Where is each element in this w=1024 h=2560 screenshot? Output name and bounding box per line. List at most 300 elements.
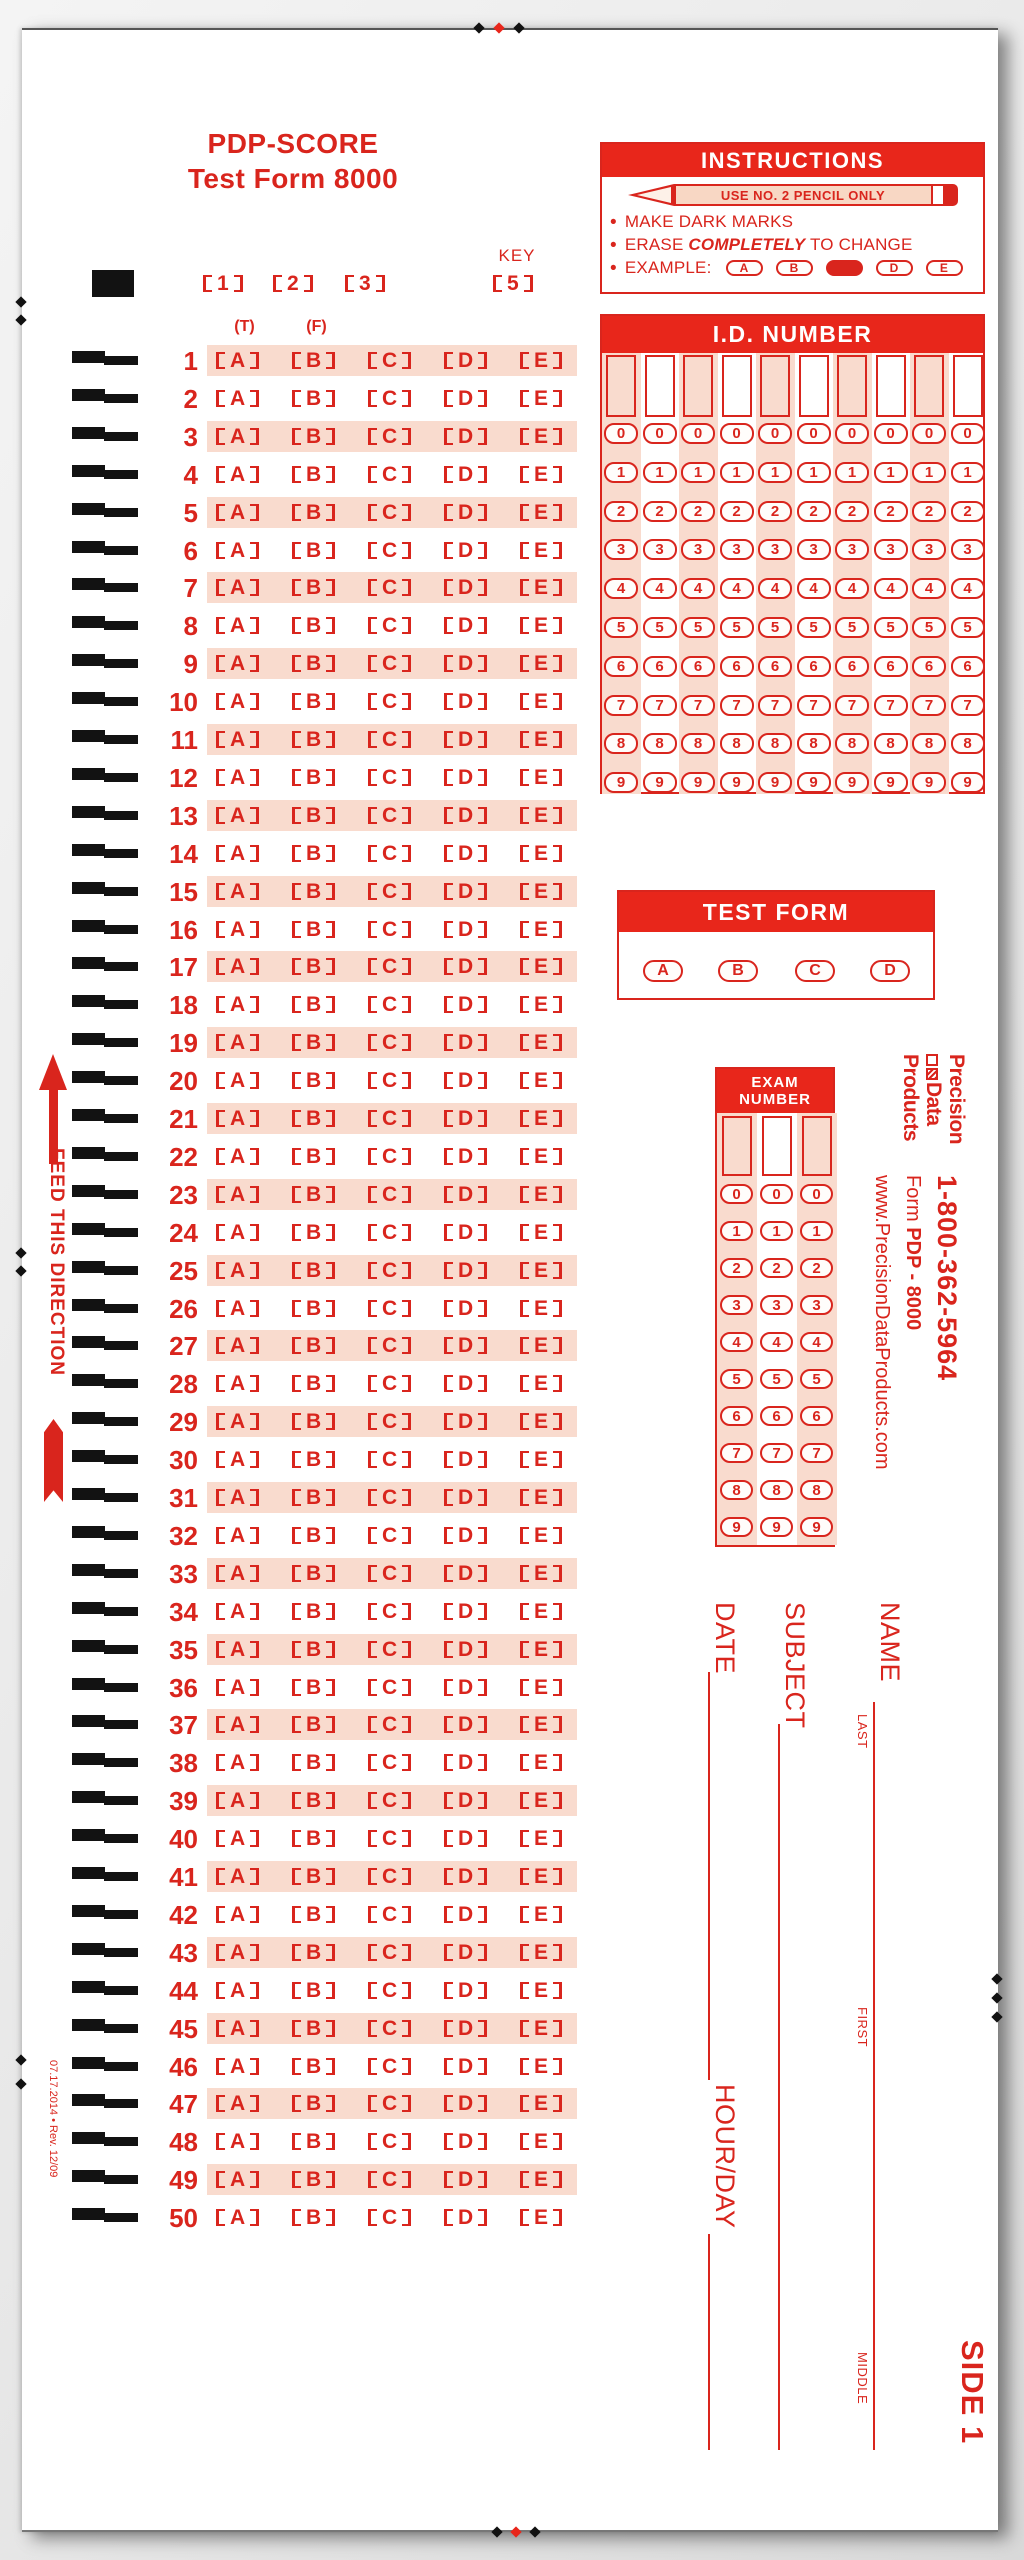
id-digit-bubble-9[interactable]: 9 xyxy=(604,772,638,793)
answer-bubble-q5-E[interactable] xyxy=(520,499,562,526)
test-form-bubble-A[interactable]: A xyxy=(643,960,683,982)
answer-bubble-q11-C[interactable] xyxy=(368,726,411,753)
id-write-box[interactable] xyxy=(953,355,983,417)
id-digit-bubble-4[interactable]: 4 xyxy=(835,578,869,599)
answer-bubble-q12-B[interactable] xyxy=(292,764,335,791)
id-digit-bubble-8[interactable]: 8 xyxy=(874,733,908,754)
answer-bubble-q50-E[interactable] xyxy=(520,2204,562,2231)
id-digit-bubble-2[interactable]: 2 xyxy=(874,501,908,522)
answer-bubble-q50-D[interactable] xyxy=(444,2204,487,2231)
answer-bubble-q17-B[interactable] xyxy=(292,953,335,980)
answer-bubble-q30-E[interactable] xyxy=(520,1446,562,1473)
answer-bubble-q29-C[interactable] xyxy=(368,1408,411,1435)
answer-bubble-q14-D[interactable] xyxy=(444,840,487,867)
answer-bubble-q20-C[interactable] xyxy=(368,1067,411,1094)
answer-bubble-q31-C[interactable] xyxy=(368,1484,411,1511)
answer-bubble-q35-B[interactable] xyxy=(292,1636,335,1663)
answer-bubble-q35-C[interactable] xyxy=(368,1636,411,1663)
answer-bubble-q23-B[interactable] xyxy=(292,1181,335,1208)
answer-bubble-q32-D[interactable] xyxy=(444,1522,487,1549)
answer-bubble-q12-E[interactable] xyxy=(520,764,562,791)
answer-bubble-q41-E[interactable] xyxy=(520,1863,562,1890)
answer-bubble-q47-D[interactable] xyxy=(444,2090,487,2117)
answer-bubble-q23-C[interactable] xyxy=(368,1181,411,1208)
exam-digit-bubble-4[interactable]: 4 xyxy=(760,1332,793,1352)
answer-bubble-q44-B[interactable] xyxy=(292,1977,335,2004)
id-digit-bubble-4[interactable]: 4 xyxy=(643,578,677,599)
answer-bubble-q46-D[interactable] xyxy=(444,2053,487,2080)
answer-bubble-q9-A[interactable] xyxy=(216,650,259,677)
answer-bubble-q38-C[interactable] xyxy=(368,1749,411,1776)
id-digit-bubble-1[interactable]: 1 xyxy=(951,462,985,483)
answer-bubble-q34-B[interactable] xyxy=(292,1598,335,1625)
id-digit-bubble-0[interactable]: 0 xyxy=(720,423,754,444)
answer-bubble-q27-A[interactable] xyxy=(216,1332,259,1359)
exam-digit-bubble-0[interactable]: 0 xyxy=(760,1184,793,1204)
answer-bubble-q4-C[interactable] xyxy=(368,461,411,488)
id-digit-bubble-8[interactable]: 8 xyxy=(951,733,985,754)
exam-digit-bubble-9[interactable]: 9 xyxy=(760,1517,793,1537)
answer-bubble-q1-D[interactable] xyxy=(444,347,487,374)
answer-bubble-q32-A[interactable] xyxy=(216,1522,259,1549)
answer-bubble-q33-A[interactable] xyxy=(216,1560,259,1587)
answer-bubble-q42-A[interactable] xyxy=(216,1901,259,1928)
answer-bubble-q11-A[interactable] xyxy=(216,726,259,753)
answer-bubble-q13-A[interactable] xyxy=(216,802,259,829)
answer-bubble-q30-C[interactable] xyxy=(368,1446,411,1473)
id-digit-bubble-6[interactable]: 6 xyxy=(797,656,831,677)
answer-bubble-q9-D[interactable] xyxy=(444,650,487,677)
answer-bubble-q20-B[interactable] xyxy=(292,1067,335,1094)
id-digit-bubble-3[interactable]: 3 xyxy=(681,539,715,560)
answer-bubble-q28-A[interactable] xyxy=(216,1370,259,1397)
answer-bubble-q8-E[interactable] xyxy=(520,612,562,639)
answer-bubble-q26-C[interactable] xyxy=(368,1295,411,1322)
answer-bubble-q34-A[interactable] xyxy=(216,1598,259,1625)
id-digit-bubble-6[interactable]: 6 xyxy=(604,656,638,677)
id-digit-bubble-0[interactable]: 0 xyxy=(604,423,638,444)
id-digit-bubble-5[interactable]: 5 xyxy=(835,617,869,638)
id-digit-bubble-2[interactable]: 2 xyxy=(720,501,754,522)
name-field-line[interactable] xyxy=(873,1702,875,2450)
id-digit-bubble-9[interactable]: 9 xyxy=(874,772,908,793)
id-digit-bubble-6[interactable]: 6 xyxy=(951,656,985,677)
id-digit-bubble-3[interactable]: 3 xyxy=(643,539,677,560)
id-write-box[interactable] xyxy=(876,355,906,417)
answer-bubble-q25-D[interactable] xyxy=(444,1257,487,1284)
id-digit-bubble-7[interactable]: 7 xyxy=(643,695,677,716)
exam-digit-bubble-6[interactable]: 6 xyxy=(760,1406,793,1426)
answer-bubble-q1-B[interactable] xyxy=(292,347,335,374)
answer-bubble-q12-A[interactable] xyxy=(216,764,259,791)
key-bubble-1[interactable] xyxy=(203,270,243,297)
date-hourday-field[interactable] xyxy=(692,1602,740,2457)
answer-bubble-q6-B[interactable] xyxy=(292,537,335,564)
answer-bubble-q13-C[interactable] xyxy=(368,802,411,829)
answer-bubble-q36-B[interactable] xyxy=(292,1674,335,1701)
id-digit-bubble-0[interactable]: 0 xyxy=(643,423,677,444)
id-digit-bubble-0[interactable]: 0 xyxy=(912,423,946,444)
exam-digit-bubble-9[interactable]: 9 xyxy=(720,1517,753,1537)
id-digit-bubble-5[interactable]: 5 xyxy=(758,617,792,638)
id-digit-bubble-7[interactable]: 7 xyxy=(912,695,946,716)
id-digit-bubble-6[interactable]: 6 xyxy=(835,656,869,677)
answer-bubble-q25-A[interactable] xyxy=(216,1257,259,1284)
id-digit-bubble-7[interactable]: 7 xyxy=(797,695,831,716)
id-digit-bubble-4[interactable]: 4 xyxy=(758,578,792,599)
answer-bubble-q43-C[interactable] xyxy=(368,1939,411,1966)
answer-bubble-q15-C[interactable] xyxy=(368,878,411,905)
answer-bubble-q20-A[interactable] xyxy=(216,1067,259,1094)
id-digit-bubble-5[interactable]: 5 xyxy=(604,617,638,638)
answer-bubble-q5-A[interactable] xyxy=(216,499,259,526)
answer-bubble-q33-C[interactable] xyxy=(368,1560,411,1587)
exam-digit-bubble-2[interactable]: 2 xyxy=(760,1258,793,1278)
answer-bubble-q26-E[interactable] xyxy=(520,1295,562,1322)
answer-bubble-q14-A[interactable] xyxy=(216,840,259,867)
answer-bubble-q42-B[interactable] xyxy=(292,1901,335,1928)
id-write-box[interactable] xyxy=(722,355,752,417)
answer-bubble-q2-A[interactable] xyxy=(216,385,259,412)
answer-bubble-q4-E[interactable] xyxy=(520,461,562,488)
answer-bubble-q3-D[interactable] xyxy=(444,423,487,450)
id-write-box[interactable] xyxy=(799,355,829,417)
answer-bubble-q17-C[interactable] xyxy=(368,953,411,980)
exam-digit-bubble-2[interactable]: 2 xyxy=(800,1258,833,1278)
exam-digit-bubble-6[interactable]: 6 xyxy=(720,1406,753,1426)
answer-bubble-q26-A[interactable] xyxy=(216,1295,259,1322)
id-digit-bubble-3[interactable]: 3 xyxy=(912,539,946,560)
id-digit-bubble-0[interactable]: 0 xyxy=(758,423,792,444)
answer-bubble-q31-D[interactable] xyxy=(444,1484,487,1511)
answer-bubble-q31-B[interactable] xyxy=(292,1484,335,1511)
answer-bubble-q10-A[interactable] xyxy=(216,688,259,715)
answer-bubble-q47-B[interactable] xyxy=(292,2090,335,2117)
answer-bubble-q43-B[interactable] xyxy=(292,1939,335,1966)
answer-bubble-q29-D[interactable] xyxy=(444,1408,487,1435)
id-write-box[interactable] xyxy=(760,355,790,417)
answer-bubble-q46-B[interactable] xyxy=(292,2053,335,2080)
exam-digit-bubble-8[interactable]: 8 xyxy=(760,1480,793,1500)
answer-bubble-q16-A[interactable] xyxy=(216,916,259,943)
answer-bubble-q5-C[interactable] xyxy=(368,499,411,526)
answer-bubble-q26-B[interactable] xyxy=(292,1295,335,1322)
id-digit-bubble-2[interactable]: 2 xyxy=(681,501,715,522)
answer-bubble-q22-A[interactable] xyxy=(216,1143,259,1170)
answer-bubble-q15-A[interactable] xyxy=(216,878,259,905)
answer-bubble-q24-C[interactable] xyxy=(368,1219,411,1246)
answer-bubble-q22-C[interactable] xyxy=(368,1143,411,1170)
answer-bubble-q44-E[interactable] xyxy=(520,1977,562,2004)
id-digit-bubble-5[interactable]: 5 xyxy=(951,617,985,638)
exam-digit-bubble-5[interactable]: 5 xyxy=(760,1369,793,1389)
answer-bubble-q10-C[interactable] xyxy=(368,688,411,715)
answer-bubble-q43-A[interactable] xyxy=(216,1939,259,1966)
answer-bubble-q44-D[interactable] xyxy=(444,1977,487,2004)
id-digit-bubble-8[interactable]: 8 xyxy=(643,733,677,754)
answer-bubble-q17-D[interactable] xyxy=(444,953,487,980)
answer-bubble-q47-E[interactable] xyxy=(520,2090,562,2117)
answer-bubble-q10-B[interactable] xyxy=(292,688,335,715)
test-form-bubble-C[interactable]: C xyxy=(795,960,835,982)
answer-bubble-q1-C[interactable] xyxy=(368,347,411,374)
answer-bubble-q32-B[interactable] xyxy=(292,1522,335,1549)
id-digit-bubble-9[interactable]: 9 xyxy=(681,772,715,793)
answer-bubble-q19-E[interactable] xyxy=(520,1029,562,1056)
id-digit-bubble-5[interactable]: 5 xyxy=(797,617,831,638)
id-digit-bubble-8[interactable]: 8 xyxy=(720,733,754,754)
answer-bubble-q18-C[interactable] xyxy=(368,991,411,1018)
answer-bubble-q16-E[interactable] xyxy=(520,916,562,943)
id-digit-bubble-7[interactable]: 7 xyxy=(720,695,754,716)
exam-digit-bubble-6[interactable]: 6 xyxy=(800,1406,833,1426)
exam-digit-bubble-8[interactable]: 8 xyxy=(800,1480,833,1500)
id-digit-bubble-7[interactable]: 7 xyxy=(681,695,715,716)
answer-bubble-q4-B[interactable] xyxy=(292,461,335,488)
answer-bubble-q11-E[interactable] xyxy=(520,726,562,753)
answer-bubble-q37-B[interactable] xyxy=(292,1711,335,1738)
answer-bubble-q32-C[interactable] xyxy=(368,1522,411,1549)
answer-bubble-q18-E[interactable] xyxy=(520,991,562,1018)
answer-bubble-q27-D[interactable] xyxy=(444,1332,487,1359)
id-digit-bubble-9[interactable]: 9 xyxy=(643,772,677,793)
answer-bubble-q42-E[interactable] xyxy=(520,1901,562,1928)
answer-bubble-q35-E[interactable] xyxy=(520,1636,562,1663)
id-digit-bubble-3[interactable]: 3 xyxy=(720,539,754,560)
answer-bubble-q4-D[interactable] xyxy=(444,461,487,488)
answer-bubble-q35-A[interactable] xyxy=(216,1636,259,1663)
answer-bubble-q2-B[interactable] xyxy=(292,385,335,412)
id-write-box[interactable] xyxy=(837,355,867,417)
id-digit-bubble-8[interactable]: 8 xyxy=(681,733,715,754)
name-field[interactable] xyxy=(857,1602,905,2457)
answer-bubble-q21-D[interactable] xyxy=(444,1105,487,1132)
exam-digit-bubble-3[interactable]: 3 xyxy=(760,1295,793,1315)
answer-bubble-q37-A[interactable] xyxy=(216,1711,259,1738)
answer-bubble-q11-B[interactable] xyxy=(292,726,335,753)
answer-bubble-q15-E[interactable] xyxy=(520,878,562,905)
answer-bubble-q31-A[interactable] xyxy=(216,1484,259,1511)
id-digit-bubble-2[interactable]: 2 xyxy=(643,501,677,522)
answer-bubble-q36-C[interactable] xyxy=(368,1674,411,1701)
answer-bubble-q30-D[interactable] xyxy=(444,1446,487,1473)
answer-bubble-q2-C[interactable] xyxy=(368,385,411,412)
answer-bubble-q36-D[interactable] xyxy=(444,1674,487,1701)
exam-digit-bubble-7[interactable]: 7 xyxy=(760,1443,793,1463)
subject-field[interactable] xyxy=(762,1602,810,2457)
answer-bubble-q20-D[interactable] xyxy=(444,1067,487,1094)
id-digit-bubble-9[interactable]: 9 xyxy=(758,772,792,793)
id-write-box[interactable] xyxy=(606,355,636,417)
exam-digit-bubble-4[interactable]: 4 xyxy=(720,1332,753,1352)
exam-digit-bubble-4[interactable]: 4 xyxy=(800,1332,833,1352)
exam-digit-bubble-1[interactable]: 1 xyxy=(800,1221,833,1241)
answer-bubble-q39-D[interactable] xyxy=(444,1787,487,1814)
answer-bubble-q49-E[interactable] xyxy=(520,2166,562,2193)
answer-bubble-q46-A[interactable] xyxy=(216,2053,259,2080)
answer-bubble-q48-D[interactable] xyxy=(444,2128,487,2155)
answer-bubble-q41-C[interactable] xyxy=(368,1863,411,1890)
answer-bubble-q28-D[interactable] xyxy=(444,1370,487,1397)
answer-bubble-q44-A[interactable] xyxy=(216,1977,259,2004)
answer-bubble-q10-E[interactable] xyxy=(520,688,562,715)
answer-bubble-q21-B[interactable] xyxy=(292,1105,335,1132)
exam-digit-bubble-3[interactable]: 3 xyxy=(720,1295,753,1315)
answer-bubble-q33-B[interactable] xyxy=(292,1560,335,1587)
answer-bubble-q19-D[interactable] xyxy=(444,1029,487,1056)
answer-bubble-q14-E[interactable] xyxy=(520,840,562,867)
answer-bubble-q29-E[interactable] xyxy=(520,1408,562,1435)
answer-bubble-q50-B[interactable] xyxy=(292,2204,335,2231)
answer-bubble-q48-E[interactable] xyxy=(520,2128,562,2155)
answer-bubble-q6-E[interactable] xyxy=(520,537,562,564)
answer-bubble-q32-E[interactable] xyxy=(520,1522,562,1549)
exam-digit-bubble-0[interactable]: 0 xyxy=(800,1184,833,1204)
answer-bubble-q21-A[interactable] xyxy=(216,1105,259,1132)
answer-bubble-q41-B[interactable] xyxy=(292,1863,335,1890)
answer-bubble-q36-A[interactable] xyxy=(216,1674,259,1701)
id-digit-bubble-1[interactable]: 1 xyxy=(720,462,754,483)
id-digit-bubble-5[interactable]: 5 xyxy=(874,617,908,638)
answer-bubble-q21-E[interactable] xyxy=(520,1105,562,1132)
id-digit-bubble-2[interactable]: 2 xyxy=(912,501,946,522)
answer-bubble-q45-B[interactable] xyxy=(292,2015,335,2042)
answer-bubble-q42-D[interactable] xyxy=(444,1901,487,1928)
answer-bubble-q4-A[interactable] xyxy=(216,461,259,488)
answer-bubble-q17-E[interactable] xyxy=(520,953,562,980)
id-digit-bubble-1[interactable]: 1 xyxy=(797,462,831,483)
answer-bubble-q27-B[interactable] xyxy=(292,1332,335,1359)
answer-bubble-q40-E[interactable] xyxy=(520,1825,562,1852)
id-digit-bubble-5[interactable]: 5 xyxy=(681,617,715,638)
answer-bubble-q24-D[interactable] xyxy=(444,1219,487,1246)
answer-bubble-q31-E[interactable] xyxy=(520,1484,562,1511)
answer-bubble-q39-A[interactable] xyxy=(216,1787,259,1814)
id-digit-bubble-1[interactable]: 1 xyxy=(604,462,638,483)
answer-bubble-q41-D[interactable] xyxy=(444,1863,487,1890)
answer-bubble-q49-B[interactable] xyxy=(292,2166,335,2193)
answer-bubble-q48-C[interactable] xyxy=(368,2128,411,2155)
id-digit-bubble-0[interactable]: 0 xyxy=(951,423,985,444)
answer-bubble-q27-E[interactable] xyxy=(520,1332,562,1359)
id-digit-bubble-6[interactable]: 6 xyxy=(874,656,908,677)
answer-bubble-q18-B[interactable] xyxy=(292,991,335,1018)
answer-bubble-q19-A[interactable] xyxy=(216,1029,259,1056)
answer-bubble-q25-E[interactable] xyxy=(520,1257,562,1284)
answer-bubble-q7-E[interactable] xyxy=(520,574,562,601)
answer-bubble-q10-D[interactable] xyxy=(444,688,487,715)
id-digit-bubble-9[interactable]: 9 xyxy=(912,772,946,793)
answer-bubble-q22-B[interactable] xyxy=(292,1143,335,1170)
id-digit-bubble-4[interactable]: 4 xyxy=(874,578,908,599)
answer-bubble-q6-C[interactable] xyxy=(368,537,411,564)
answer-bubble-q7-A[interactable] xyxy=(216,574,259,601)
id-digit-bubble-8[interactable]: 8 xyxy=(758,733,792,754)
answer-bubble-q8-C[interactable] xyxy=(368,612,411,639)
answer-bubble-q19-C[interactable] xyxy=(368,1029,411,1056)
exam-digit-bubble-0[interactable]: 0 xyxy=(720,1184,753,1204)
answer-bubble-q24-B[interactable] xyxy=(292,1219,335,1246)
answer-bubble-q18-A[interactable] xyxy=(216,991,259,1018)
answer-bubble-q21-C[interactable] xyxy=(368,1105,411,1132)
answer-bubble-q47-A[interactable] xyxy=(216,2090,259,2117)
answer-bubble-q27-C[interactable] xyxy=(368,1332,411,1359)
answer-bubble-q15-B[interactable] xyxy=(292,878,335,905)
answer-bubble-q6-D[interactable] xyxy=(444,537,487,564)
answer-bubble-q45-D[interactable] xyxy=(444,2015,487,2042)
answer-bubble-q28-C[interactable] xyxy=(368,1370,411,1397)
id-digit-bubble-6[interactable]: 6 xyxy=(643,656,677,677)
answer-bubble-q14-C[interactable] xyxy=(368,840,411,867)
answer-bubble-q29-B[interactable] xyxy=(292,1408,335,1435)
answer-bubble-q16-C[interactable] xyxy=(368,916,411,943)
answer-bubble-q28-E[interactable] xyxy=(520,1370,562,1397)
id-digit-bubble-4[interactable]: 4 xyxy=(604,578,638,599)
exam-digit-bubble-1[interactable]: 1 xyxy=(720,1221,753,1241)
answer-bubble-q34-E[interactable] xyxy=(520,1598,562,1625)
answer-bubble-q45-C[interactable] xyxy=(368,2015,411,2042)
answer-bubble-q18-D[interactable] xyxy=(444,991,487,1018)
id-digit-bubble-1[interactable]: 1 xyxy=(835,462,869,483)
answer-bubble-q38-B[interactable] xyxy=(292,1749,335,1776)
key-bubble-2[interactable] xyxy=(273,270,313,297)
answer-bubble-q24-E[interactable] xyxy=(520,1219,562,1246)
id-write-box[interactable] xyxy=(683,355,713,417)
answer-bubble-q5-B[interactable] xyxy=(292,499,335,526)
answer-bubble-q3-E[interactable] xyxy=(520,423,562,450)
answer-bubble-q23-D[interactable] xyxy=(444,1181,487,1208)
test-form-bubble-D[interactable]: D xyxy=(870,960,910,982)
answer-bubble-q46-C[interactable] xyxy=(368,2053,411,2080)
answer-bubble-q48-B[interactable] xyxy=(292,2128,335,2155)
answer-bubble-q40-D[interactable] xyxy=(444,1825,487,1852)
id-digit-bubble-0[interactable]: 0 xyxy=(797,423,831,444)
exam-digit-bubble-8[interactable]: 8 xyxy=(720,1480,753,1500)
key-bubble-3[interactable] xyxy=(345,270,385,297)
id-digit-bubble-0[interactable]: 0 xyxy=(835,423,869,444)
id-digit-bubble-8[interactable]: 8 xyxy=(912,733,946,754)
answer-bubble-q24-A[interactable] xyxy=(216,1219,259,1246)
answer-bubble-q13-E[interactable] xyxy=(520,802,562,829)
answer-bubble-q34-D[interactable] xyxy=(444,1598,487,1625)
id-digit-bubble-6[interactable]: 6 xyxy=(681,656,715,677)
answer-bubble-q37-C[interactable] xyxy=(368,1711,411,1738)
answer-bubble-q49-D[interactable] xyxy=(444,2166,487,2193)
answer-bubble-q40-C[interactable] xyxy=(368,1825,411,1852)
exam-digit-bubble-7[interactable]: 7 xyxy=(720,1443,753,1463)
id-digit-bubble-0[interactable]: 0 xyxy=(874,423,908,444)
id-digit-bubble-1[interactable]: 1 xyxy=(681,462,715,483)
answer-bubble-q17-A[interactable] xyxy=(216,953,259,980)
answer-bubble-q7-C[interactable] xyxy=(368,574,411,601)
answer-bubble-q8-A[interactable] xyxy=(216,612,259,639)
id-digit-bubble-4[interactable]: 4 xyxy=(681,578,715,599)
exam-write-box[interactable] xyxy=(802,1116,832,1176)
id-digit-bubble-1[interactable]: 1 xyxy=(643,462,677,483)
answer-bubble-q25-B[interactable] xyxy=(292,1257,335,1284)
answer-bubble-q35-D[interactable] xyxy=(444,1636,487,1663)
id-digit-bubble-1[interactable]: 1 xyxy=(874,462,908,483)
id-digit-bubble-2[interactable]: 2 xyxy=(604,501,638,522)
id-digit-bubble-3[interactable]: 3 xyxy=(797,539,831,560)
answer-bubble-q50-A[interactable] xyxy=(216,2204,259,2231)
answer-bubble-q22-D[interactable] xyxy=(444,1143,487,1170)
id-digit-bubble-7[interactable]: 7 xyxy=(835,695,869,716)
answer-bubble-q43-E[interactable] xyxy=(520,1939,562,1966)
id-digit-bubble-2[interactable]: 2 xyxy=(797,501,831,522)
answer-bubble-q48-A[interactable] xyxy=(216,2128,259,2155)
id-digit-bubble-9[interactable]: 9 xyxy=(835,772,869,793)
